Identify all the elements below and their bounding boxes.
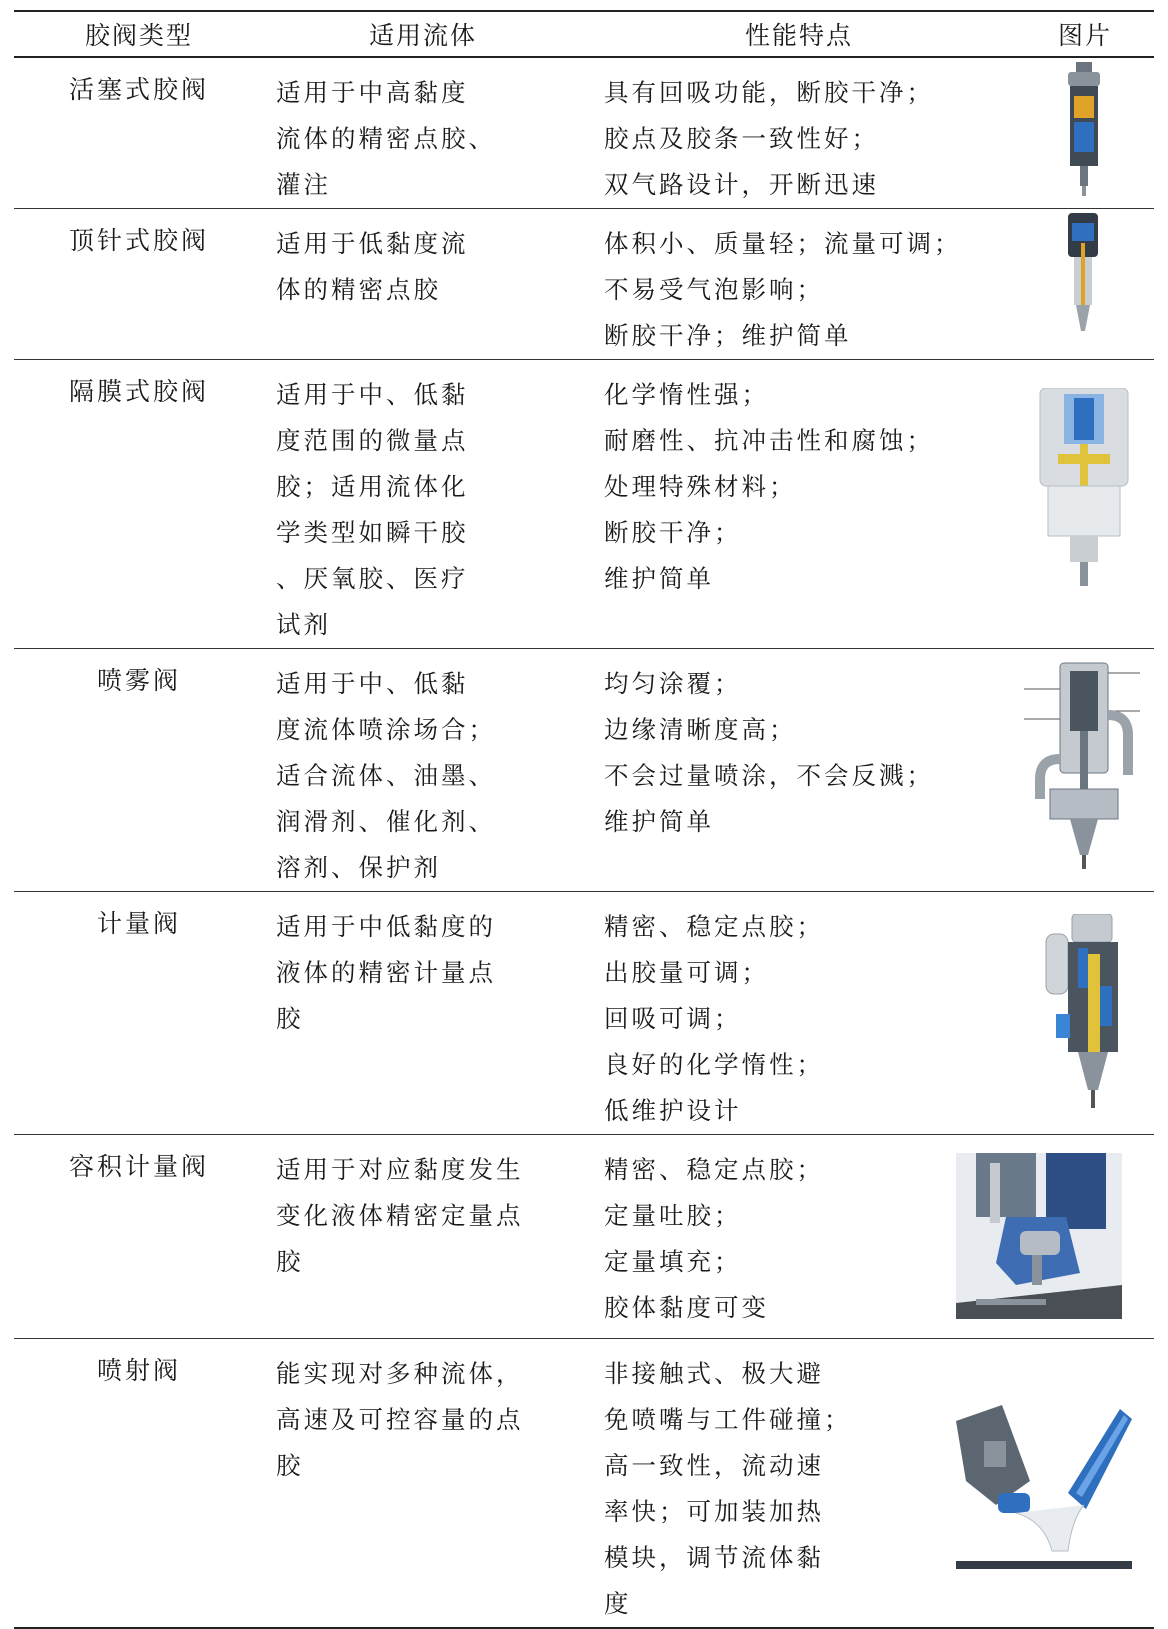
feature-line: 胶点及胶条一致性好； bbox=[604, 124, 879, 153]
image-cell bbox=[1016, 57, 1154, 209]
fluid-line: 试剂 bbox=[276, 610, 331, 639]
table-row bbox=[14, 649, 1154, 892]
feature-line: 不易受气泡影响； bbox=[604, 275, 824, 304]
feature-line: 精密、稳定点胶； bbox=[604, 912, 824, 941]
fluid-cell bbox=[264, 57, 582, 209]
feature-line: 断胶干净；维护简单 bbox=[604, 321, 852, 350]
fluid-cell bbox=[264, 209, 582, 360]
header-type: 胶阀类型 bbox=[84, 21, 193, 50]
image-cell bbox=[1016, 1135, 1154, 1339]
fluid-cell bbox=[264, 360, 582, 649]
table-row bbox=[14, 209, 1154, 360]
features-cell bbox=[582, 57, 1016, 209]
fluid-cell bbox=[264, 1135, 582, 1339]
table-row bbox=[14, 360, 1154, 649]
fluid-line: 液体的精密计量点 bbox=[276, 958, 496, 987]
fluid-cell bbox=[264, 649, 582, 892]
feature-line: 边缘清晰度高； bbox=[604, 715, 797, 744]
table-row bbox=[14, 1135, 1154, 1339]
header-features: 性能特点 bbox=[744, 21, 853, 50]
feature-line: 维护简单 bbox=[604, 564, 714, 593]
header-image: 图片 bbox=[1057, 21, 1112, 50]
jet-valve-icon bbox=[956, 1401, 1132, 1573]
table-header-row bbox=[14, 11, 1154, 57]
table-row bbox=[14, 892, 1154, 1135]
feature-line: 免喷嘴与工件碰撞； bbox=[604, 1405, 852, 1434]
valve-type: 顶针式胶阀 bbox=[68, 226, 209, 255]
fluid-line: 适用于中、低黏 bbox=[276, 669, 469, 698]
valve-type: 隔膜式胶阀 bbox=[68, 377, 209, 406]
image-cell bbox=[1016, 1339, 1154, 1629]
feature-line: 高一致性，流动速 bbox=[604, 1451, 824, 1480]
table-row bbox=[14, 57, 1154, 209]
features-cell bbox=[582, 892, 1016, 1135]
feature-line: 定量填充； bbox=[604, 1247, 742, 1276]
features-cell bbox=[582, 360, 1016, 649]
features-cell bbox=[582, 649, 1016, 892]
image-cell bbox=[1016, 892, 1154, 1135]
feature-line: 不会过量喷涂，不会反溅； bbox=[604, 761, 934, 790]
feature-line: 胶体黏度可变 bbox=[604, 1293, 769, 1322]
features-cell bbox=[582, 1135, 1016, 1339]
features-cell bbox=[582, 209, 1016, 360]
image-cell bbox=[1016, 209, 1154, 360]
fluid-cell bbox=[264, 1339, 582, 1629]
feature-line: 出胶量可调； bbox=[604, 958, 769, 987]
fluid-line: 适用于中高黏度 bbox=[276, 78, 469, 107]
needle-valve-icon bbox=[1058, 213, 1108, 337]
feature-line: 化学惰性强； bbox=[604, 380, 769, 409]
valve-type: 计量阀 bbox=[96, 909, 181, 938]
feature-line: 良好的化学惰性； bbox=[604, 1050, 824, 1079]
valve-type: 喷雾阀 bbox=[96, 666, 181, 695]
feature-line: 模块，调节流体黏 bbox=[604, 1543, 824, 1572]
fluid-line: 适用于低黏度流 bbox=[276, 229, 469, 258]
volumetric-valve-icon bbox=[956, 1153, 1122, 1319]
feature-line: 具有回吸功能，断胶干净； bbox=[604, 78, 934, 107]
feature-line: 处理特殊材料； bbox=[604, 472, 797, 501]
feature-line: 定量吐胶； bbox=[604, 1201, 742, 1230]
feature-line: 双气路设计，开断迅速 bbox=[604, 170, 879, 199]
valve-type: 活塞式胶阀 bbox=[68, 75, 209, 104]
fluid-line: 适用于中、低黏 bbox=[276, 380, 469, 409]
fluid-line: 胶 bbox=[276, 1004, 304, 1033]
fluid-line: 溶剂、保护剂 bbox=[276, 853, 441, 882]
feature-line: 精密、稳定点胶； bbox=[604, 1155, 824, 1184]
fluid-cell bbox=[264, 892, 582, 1135]
fluid-line: 适用于中低黏度的 bbox=[276, 912, 496, 941]
feature-line: 体积小、质量轻；流量可调； bbox=[604, 229, 962, 258]
header-fluid: 适用流体 bbox=[368, 21, 477, 50]
feature-line: 耐磨性、抗冲击性和腐蚀； bbox=[604, 426, 934, 455]
valve-type: 喷射阀 bbox=[96, 1356, 181, 1385]
feature-line: 度 bbox=[604, 1589, 632, 1618]
fluid-line: 学类型如瞬干胶 bbox=[276, 518, 469, 547]
feature-line: 非接触式、极大避 bbox=[604, 1359, 824, 1388]
table-row bbox=[14, 1339, 1154, 1629]
diaphragm-valve-icon bbox=[1034, 388, 1134, 588]
image-cell bbox=[1016, 649, 1154, 892]
fluid-line: 流体的精密点胶、 bbox=[276, 124, 496, 153]
piston-valve-icon bbox=[1054, 62, 1114, 196]
fluid-line: 、厌氧胶、医疗 bbox=[276, 564, 469, 593]
fluid-line: 高速及可控容量的点 bbox=[276, 1405, 524, 1434]
feature-line: 低维护设计 bbox=[604, 1096, 742, 1125]
feature-line: 回吸可调； bbox=[604, 1004, 742, 1033]
fluid-line: 胶 bbox=[276, 1451, 304, 1480]
valve-comparison-table bbox=[14, 10, 1154, 1629]
fluid-line: 适用于对应黏度发生 bbox=[276, 1155, 524, 1184]
fluid-line: 胶；适用流体化 bbox=[276, 472, 469, 501]
fluid-line: 度流体喷涂场合； bbox=[276, 715, 496, 744]
spray-valve-icon bbox=[1020, 659, 1148, 871]
metering-valve-icon bbox=[1042, 914, 1126, 1108]
fluid-line: 能实现对多种流体， bbox=[276, 1359, 524, 1388]
feature-line: 率快；可加装加热 bbox=[604, 1497, 824, 1526]
fluid-line: 体的精密点胶 bbox=[276, 275, 441, 304]
valve-type: 容积计量阀 bbox=[68, 1152, 209, 1181]
feature-line: 均匀涂覆； bbox=[604, 669, 742, 698]
fluid-line: 润滑剂、催化剂、 bbox=[276, 807, 496, 836]
fluid-line: 度范围的微量点 bbox=[276, 426, 469, 455]
feature-line: 断胶干净； bbox=[604, 518, 742, 547]
fluid-line: 变化液体精密定量点 bbox=[276, 1201, 524, 1230]
fluid-line: 胶 bbox=[276, 1247, 304, 1276]
features-cell bbox=[582, 1339, 1016, 1629]
feature-line: 维护简单 bbox=[604, 807, 714, 836]
image-cell bbox=[1016, 360, 1154, 649]
fluid-line: 适合流体、油墨、 bbox=[276, 761, 496, 790]
fluid-line: 灌注 bbox=[276, 170, 331, 199]
